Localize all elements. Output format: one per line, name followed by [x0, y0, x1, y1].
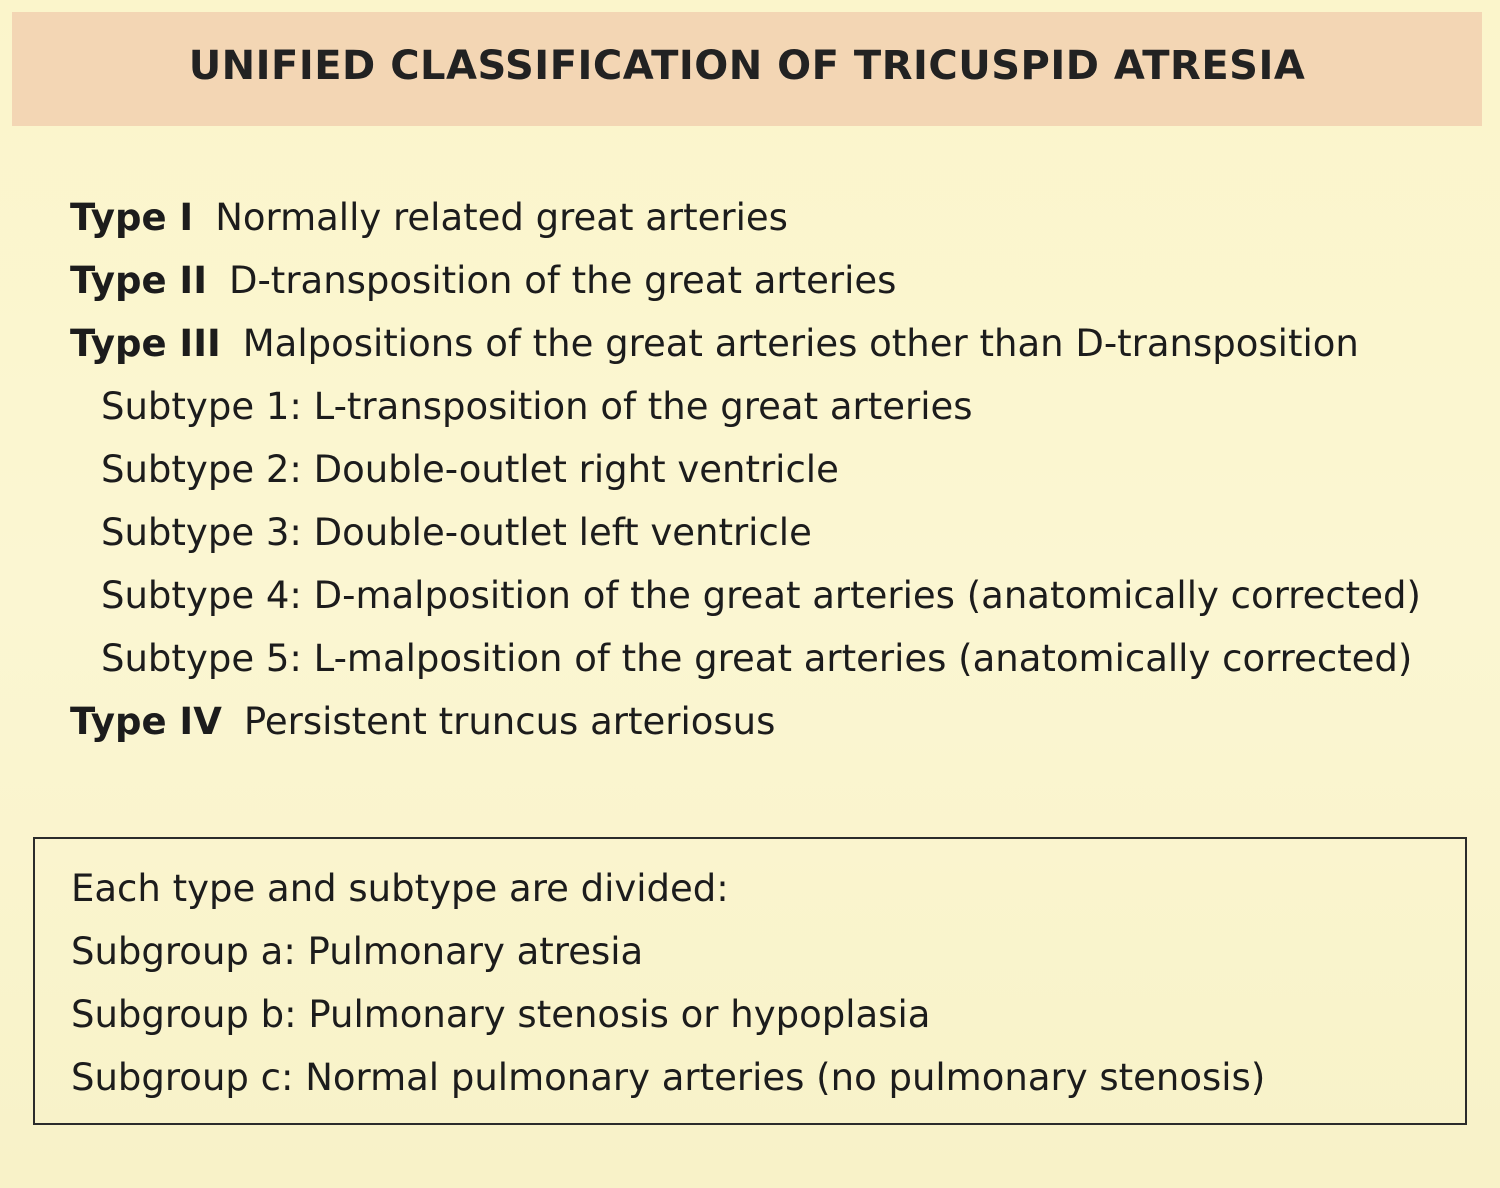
- classification-list: [70, 186, 1480, 753]
- type-row: [70, 312, 1480, 375]
- type-label: Type III: [70, 322, 221, 365]
- subgroup-item: Subgroup a: Pulmonary atresia: [71, 930, 644, 973]
- subgroup-item: Subgroup b: Pulmonary stenosis or hypoplasia: [71, 993, 931, 1036]
- subtype-row: Subtype 1: L-transposition of the great arteries: [101, 385, 973, 428]
- type-description: Persistent truncus arteriosus: [243, 700, 776, 743]
- subgroup-box: [33, 837, 1467, 1125]
- type-label: Type II: [70, 259, 207, 302]
- title-banner: [12, 12, 1482, 126]
- type-description: D-transposition of the great arteries: [228, 259, 897, 302]
- subgroup-list: [71, 857, 1265, 1109]
- subgroup-intro: Each type and subtype are divided:: [71, 867, 729, 910]
- subtype-row: Subtype 3: Double-outlet left ventricle: [101, 511, 812, 554]
- type-row: [70, 690, 1480, 753]
- type-row: [70, 186, 1480, 249]
- subtype-row: Subtype 4: D-malposition of the great arteries (anatomically corrected): [101, 574, 1421, 617]
- type-label: Type IV: [70, 700, 222, 743]
- page-title: UNIFIED CLASSIFICATION OF TRICUSPID ATRESIA: [188, 43, 1306, 89]
- type-row: [70, 249, 1480, 312]
- subgroup-item: Subgroup c: Normal pulmonary arteries (no pulmonary stenosis): [71, 1056, 1266, 1099]
- type-label: Type I: [70, 196, 194, 239]
- type-description: Malpositions of the great arteries other than D-transposition: [242, 322, 1359, 365]
- subtype-row: Subtype 2: Double-outlet right ventricle: [101, 448, 839, 491]
- subtype-row: Subtype 5: L-malposition of the great arteries (anatomically corrected): [101, 637, 1413, 680]
- type-description: Normally related great arteries: [215, 196, 788, 239]
